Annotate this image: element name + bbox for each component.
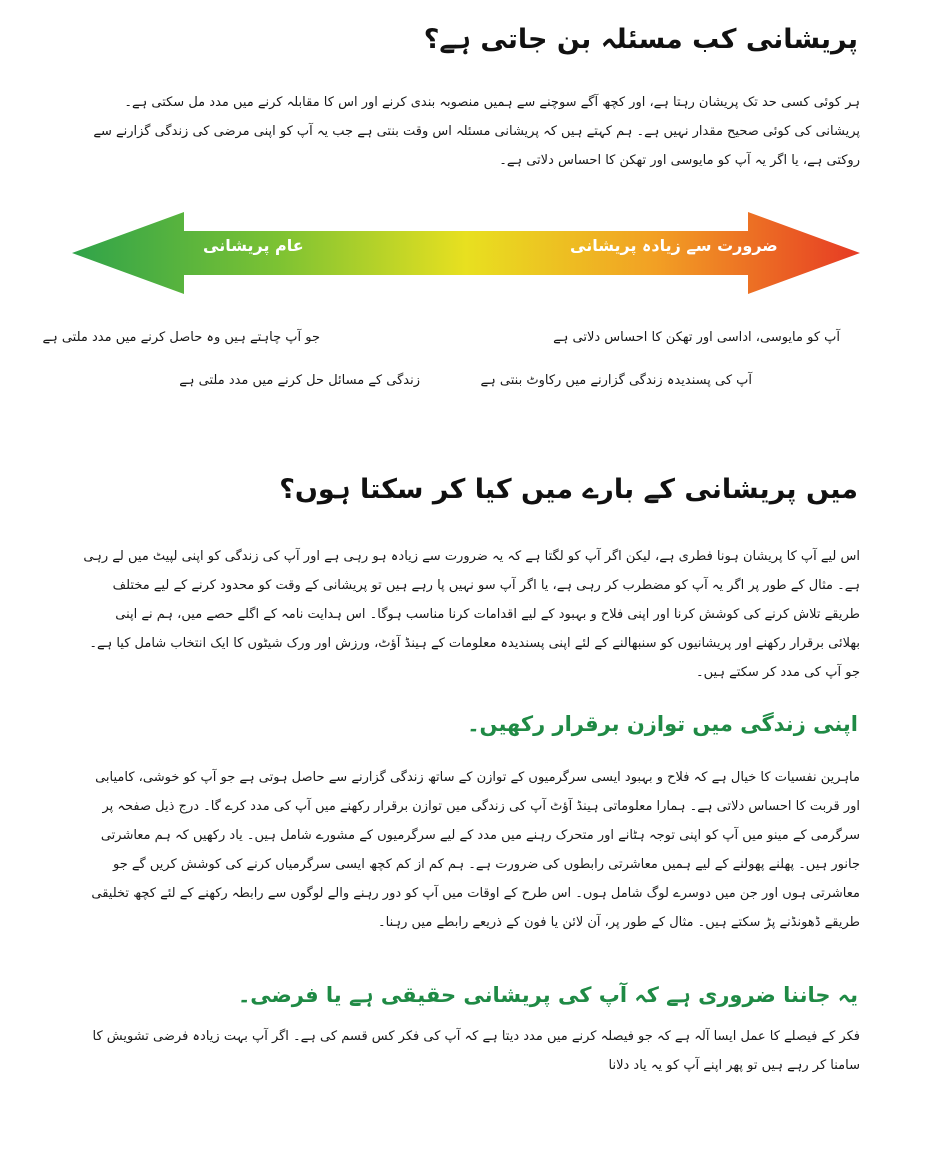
section-paragraph-real-or-hypothetical: فکر کے فیصلے کا عمل ایسا آلہ ہے کہ جو فیصلہ کرنے میں مدد دیتا ہے کہ آپ کی فکر کس قسم کی ہے۔ اگر آپ بہت زیادہ فرضی تشویش کا سامنا کر رہے ہیں تو پھر اپنے آپ کو یہ یاد دلانا <box>92 1029 860 1073</box>
note-right-1: آپ کو مایوسی، اداسی اور تھکن کا احساس دلاتی ہے <box>553 330 840 345</box>
section-paragraph-what-can-i-do: اس لیے آپ کا پریشان ہونا فطری ہے، لیکن اگر آپ کو لگتا ہے کہ یہ ضرورت سے زیادہ ہو رہی ہے اور آپ کی زندگی کو اپنی لپیٹ میں لے رہی ہے۔ مثال کے طور پر اگر یہ آپ کو مضطرب کر رہی ہے، یا اگر آپ سو نہیں پا رہے ہیں تو پریشانی کے وقت کو محدود کرنے کے لیے مختلف طریقے تلاش کرنے کی کوشش کرنا اور اپنی فلاح و بہبود کے لیے اقدامات کرنا مناسب ہوگا۔ اس ہدایت نامہ کے اگلے حصے میں، ہم نے اپنی بھلائی برقرار رکھنے اور پریشانیوں کو سنبھالنے کے لئے اپنی پسندیدہ معلومات کے ہینڈ آؤٹ، ورزش اور ورک شیٹوں کا ایک انتخاب شامل کیا ہے۔ جو آپ کی مدد کر سکتے ہیں۔ <box>83 549 860 680</box>
note-left-2: زندگی کے مسائل حل کرنے میں مدد ملتی ہے <box>179 373 420 388</box>
section-title-what-can-i-do: میں پریشانی کے بارے میں کیا کر سکتا ہوں؟ <box>279 474 858 505</box>
section-paragraph-when-worry-becomes-problem: ہر کوئی کسی حد تک پریشان رہتا ہے، اور کچھ آگے سوچنے سے ہمیں منصوبہ بندی کرنے اور اس کا مقابلہ کرنے میں مدد مل سکتی ہے۔ پریشانی کی کوئی صحیح مقدار نہیں ہے۔ ہم کہتے ہیں کہ پریشانی مسئلہ اس وقت بنتی ہے جب یہ آپ کو اپنی مرضی کی زندگی گزارنے سے روکتی ہے، یا اگر یہ آپ کو مایوسی اور تھکن کا احساس دلاتی ہے۔ <box>93 95 860 168</box>
section-title-balance-life: اپنی زندگی میں توازن برقرار رکھیں۔ <box>467 712 858 736</box>
note-right-2: آپ کی پسندیدہ زندگی گزارنے میں رکاوٹ بنتی ہے <box>480 373 752 388</box>
arrow-label-normal-worry: عام پریشانی <box>203 236 304 255</box>
section-title-real-or-hypothetical: یہ جاننا ضروری ہے کہ آپ کی پریشانی حقیقی ہے یا فرضی۔ <box>237 983 858 1007</box>
section-title-when-worry-becomes-problem: پریشانی کب مسئلہ بن جاتی ہے؟ <box>423 24 858 55</box>
note-left-1: جو آپ چاہتے ہیں وہ حاصل کرنے میں مدد ملتی ہے <box>42 330 320 345</box>
section-paragraph-balance-life: ماہرین نفسیات کا خیال ہے کہ فلاح و بہبود ایسی سرگرمیوں کے توازن کے ساتھ زندگی گزارنے سے حاصل ہوتی ہے جو آپ کو خوشی، کامیابی اور قربت کا احساس دلاتی ہے۔ ہمارا معلوماتی ہینڈ آؤٹ آپ کی زندگی میں توازن برقرار رکھنے میں آپ کی مدد کرے گا۔ درج ذیل صفحہ پر سرگرمی کے مینو میں آپ کو اپنی توجہ ہٹانے اور متحرک رہنے میں مدد کے لیے سرگرمیوں کے مشورے شامل ہیں۔ یاد رکھیں کہ ہم معاشرتی جانور ہیں۔ پھلنے پھولنے کے لیے ہمیں معاشرتی رابطوں کی ضرورت ہے۔ ہم کم از کم کچھ ایسی سرگرمیاں کرنے کی کوشش کریں گے جو معاشرتی ہوں اور جن میں دوسرے لوگ شامل ہوں۔ اس طرح کے اوقات میں آپ کو دور رہنے والے لوگوں سے رابطہ رکھنے کے لئے کچھ تخلیقی طریقے ڈھونڈنے پڑ سکتے ہیں۔ مثال کے طور پر، آن لائن یا فون کے ذریعے رابطے میں رہنا۔ <box>91 770 860 930</box>
arrow-label-excessive-worry: ضرورت سے زیادہ پریشانی <box>570 236 778 255</box>
